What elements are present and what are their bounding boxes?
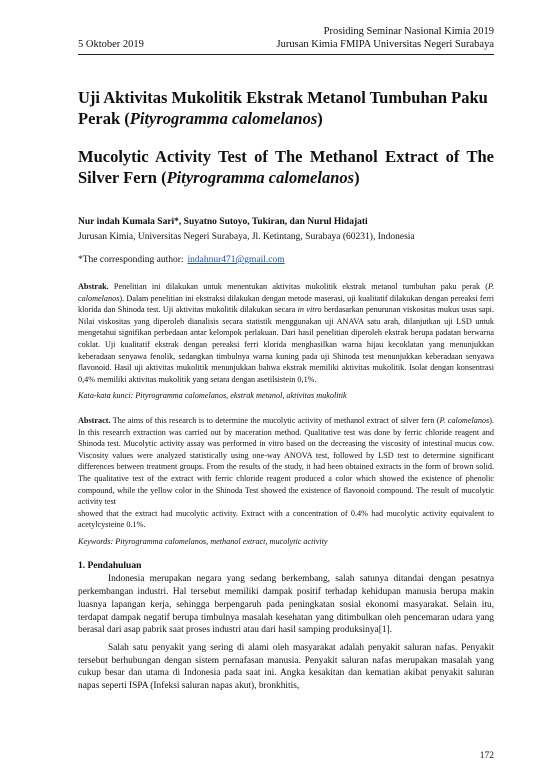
department-name: Jurusan Kimia FMIPA Universitas Negeri Surabaya [276, 39, 494, 50]
corresponding-author: *The corresponding author: indahnur471@gmail.com [78, 255, 285, 265]
species-name: Pityrogramma calomelanos [166, 168, 355, 187]
keywords-indonesian: Kata-kata kunci: Pityrogramma calomelanos, ekstrak metanol, aktivitas mukolitik [78, 391, 347, 401]
body-paragraph: Indonesia merupakan negara yang sedang berkembang, salah satunya ditandai dengan pesatnya perkembangan industri. Hal tersebut memiliki dampak positif terhadap kehidupan manusia berupa makin luasnya lapangan kerja, sehingga berpengaruh pada peningkatan sosial ekonomi masyarakat. Selain itu, terdapat dampak negatif berupa timbulnya masalah kesehatan yang ditimbulkan oleh pencemaran udara yang berasal dari asap pabrik saat proses industri atau dari hasil samping produksinya[1]. [78, 574, 494, 636]
abstract-english: Abstract. The aims of this research is to determine the mucolytic activity of methanol extract of silver fern (P. calomelanos). In this research extraction was carried out by maceration method. Qualitative test was done by ferric chloride reagent and Shinoda test. Mucolytic activity assay was performed in vitro based on the decreasing the viscosity of intestinal mucus cow. Viscosity values were analyzed statistically using one-way ANOVA test, followed by LSD test to determine significant differences between treatment groups. From the results of the study, it had been obtained extracts in the form of brown solid. The qualitative test of the extract with ferric chloride reagent produced a color which showed the existence of phenolic compound, while the yellow color in the Shinoda Test showed the existence of flavonoid compound. The result of mucolytic activity test showed that the extract had mucolytic activity. Extract with a concentration of 0.4% had mucolytic activity equivalent to acetylcysteine 0.1%. [78, 415, 494, 530]
header-divider [78, 54, 494, 55]
abstract-indonesian: Abstrak. Penelitian ini dilakukan untuk menentukan aktivitas mukolitik ekstrak metanol tumbuhan paku perak (P. calomelanos). Dalam penelitian ini ekstraksi dilakukan dengan metode maserasi, uji kualitatif dilakukan dengan pereaksi ferri klorida dan Shinoda test. Uji aktivitas mukolitik dilakukan secara in vitro berdasarkan penurunan viskositas mukus usus sapi. Nilai viskositas yang diperoleh dianalisis secara statistik menggunakan uji ANAVA satu arah, dilanjutkan uji LSD untuk mengetahui signifikan perbedaan antar kelompok perlakuan. Dari hasil penelitian diperoleh ekstrak berupa padatan berwarna coklat. Uji kualitatif ekstrak dengan pereaksi ferri klorida menghasilkan warna hijau kecoklatan yang menunjukkan keberadaan senyawa fenolik, sedangkan timbulnya warna kuning pada uji Shinoda test menunjukkan keberadaan senyawa flavonoid. Hasil uji aktivitas mukolitik menunjukkan bahwa ekstrak memiliki aktivitas mukolitik. Isolat dengan konsentrasi 0,4% memiliki aktivitas mukolitik yang setara dengan asetilsistein 0,1%. [78, 282, 494, 384]
keywords-english: Keywords: Pityrogramma calomelanos, methanol extract, mucolytic activity [78, 536, 328, 546]
author-email-link[interactable]: indahnur471@gmail.com [187, 255, 285, 265]
body-paragraph: Salah satu penyakit yang sering di alami oleh masyarakat adalah penyakit saluran nafas. Penyakit tersebut berhubungan dengan sistem pernafasan manusia. Penyakit saluran nafas merupakan masalah yang cukup besar dan utama di Indonesia pada saat ini. Angka kesakitan dan kematian akibat penyakit saluran napas seperti ISPA (Infeksi saluran napas akut), bronkhitis, [78, 642, 494, 692]
title-indonesian: Uji Aktivitas Mukolitik Ekstrak Metanol Tumbuhan Paku Perak (Pityrogramma calomelanos) [78, 88, 488, 128]
species-name: Pityrogramma calomelanos [129, 109, 318, 128]
title-english: Mucolytic Activity Test of The Methanol Extract of The Silver Fern (Pityrogramma calomelanos) [78, 147, 494, 187]
conference-name: Prosiding Seminar Nasional Kimia 2019 [323, 26, 494, 37]
section-heading: 1. Pendahuluan [78, 561, 142, 572]
author-list: Nur indah Kumala Sari*, Suyatno Sutoyo, Tukiran, dan Nurul Hidajati [78, 217, 368, 227]
header-row [78, 38, 494, 51]
affiliation: Jurusan Kimia, Universitas Negeri Surabaya, Jl. Ketintang, Surabaya (60231), Indonesia [78, 232, 415, 242]
conference-date: 5 Oktober 2019 [78, 39, 144, 50]
page-number: 172 [479, 751, 494, 761]
